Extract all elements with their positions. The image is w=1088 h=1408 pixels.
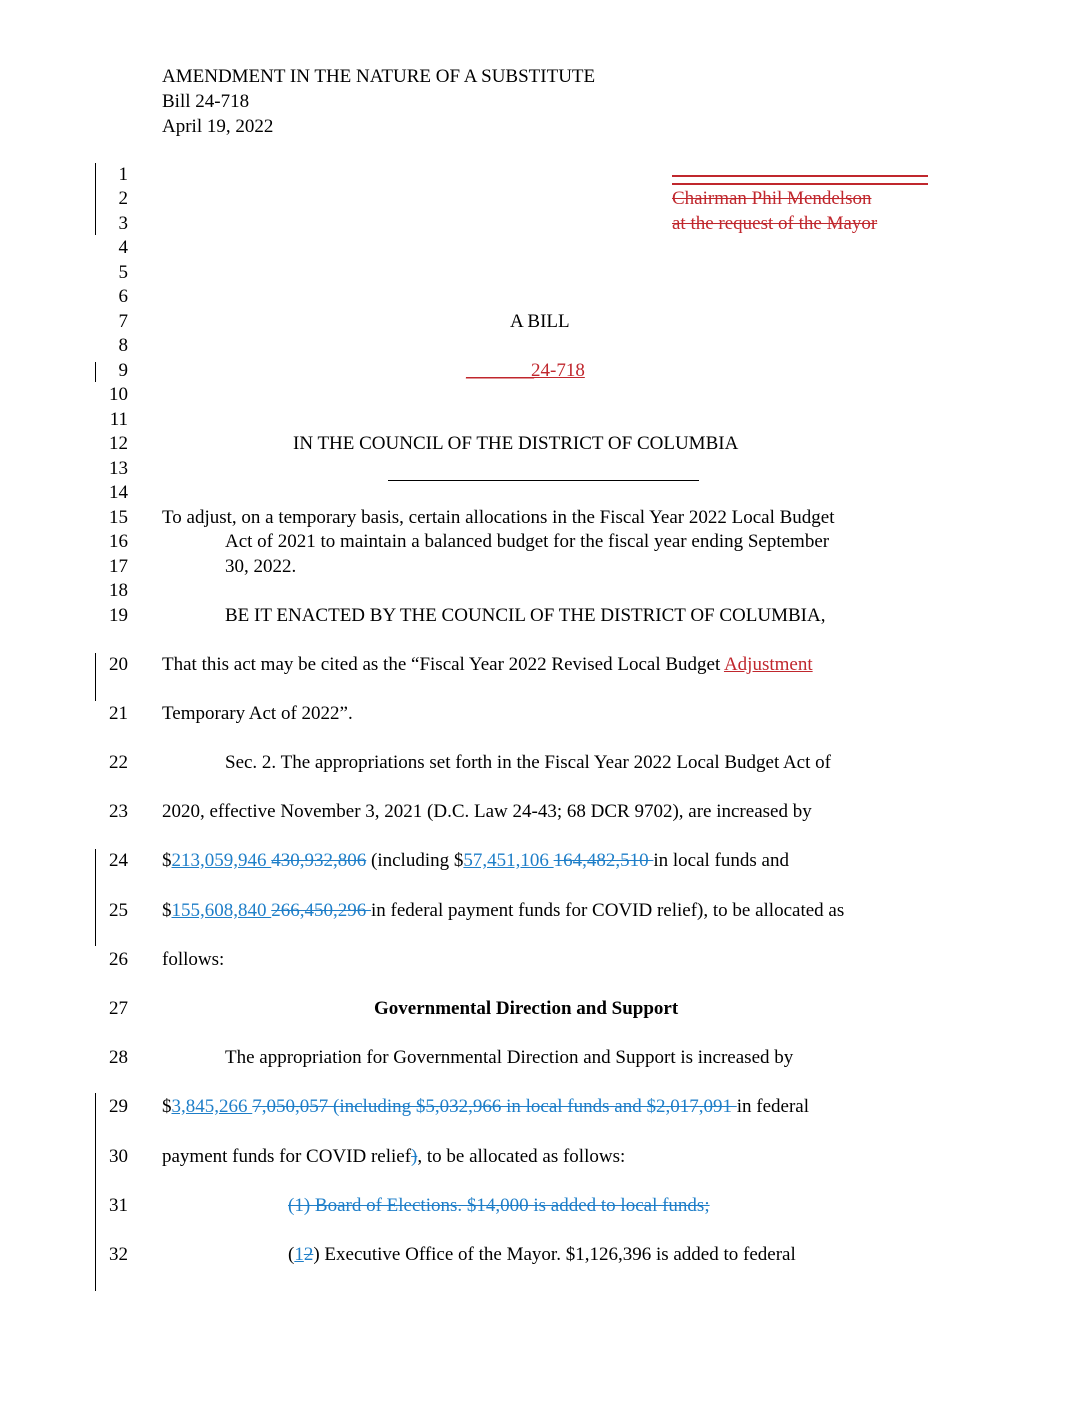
title-line-1: To adjust, on a temporary basis, certain allocations in the Fiscal Year 2022 Local Budget (162, 507, 835, 528)
line-number: 31 (109, 1195, 128, 1216)
body-text: payment funds for COVID relief (162, 1146, 412, 1167)
change-bar (95, 163, 96, 235)
short-title-text: That this act may be cited as the “Fiscal Year 2022 Revised Local Budget (162, 654, 724, 675)
enacting-clause: BE IT ENACTED BY THE COUNCIL OF THE DISTRICT OF COLUMBIA, (225, 605, 826, 626)
body-line-22: Sec. 2. The appropriations set forth in the Fiscal Year 2022 Local Budget Act of (225, 752, 831, 773)
body-text: in local funds and (653, 850, 789, 871)
inserted-text: Adjustment (723, 654, 813, 675)
line-number: 15 (109, 507, 128, 528)
line-number: 17 (109, 556, 128, 577)
line-number: 19 (109, 605, 128, 626)
deleted-text: ) (411, 1146, 418, 1167)
dollar-sign: $ (162, 1096, 172, 1117)
bill-label: A BILL (510, 311, 570, 332)
section-heading: Governmental Direction and Support (374, 998, 679, 1019)
deleted-amount: 164,482,510 (553, 850, 654, 871)
bill-reference: Bill 24-718 (162, 91, 250, 112)
body-line-25 (162, 900, 844, 922)
deleted-text: 7,050,057 (including $5,032,966 in local funds and $2,017,091 (252, 1096, 737, 1117)
change-bar (95, 1093, 96, 1291)
deleted-amount: 430,932,806 (271, 850, 367, 871)
council-heading: IN THE COUNCIL OF THE DISTRICT OF COLUMBIA (293, 433, 739, 454)
line-number: 20 (109, 654, 128, 675)
amendment-heading: AMENDMENT IN THE NATURE OF A SUBSTITUTE (162, 66, 596, 87)
body-text: in federal (736, 1096, 809, 1117)
title-line-2: Act of 2021 to maintain a balanced budget for the fiscal year ending September (225, 531, 830, 552)
inserted-amount: 57,451,106 (463, 850, 554, 871)
dollar-sign: $ (162, 850, 172, 871)
line-number: 21 (109, 703, 128, 724)
line-number: 22 (109, 752, 128, 773)
line-number: 24 (109, 850, 128, 871)
bill-number-value: 24-718 (531, 360, 585, 381)
deleted-paragraph: (1) Board of Elections. $14,000 is added to local funds; (288, 1195, 710, 1216)
body-line-23: 2020, effective November 3, 2021 (D.C. Law 24-43; 68 DCR 9702), are increased by (162, 801, 812, 822)
body-line-30 (162, 1146, 625, 1168)
line-number: 28 (109, 1047, 128, 1068)
line-number: 18 (109, 580, 128, 601)
bill-number-blank: __________ (466, 360, 531, 381)
bill-number (466, 360, 585, 382)
body-line-29 (162, 1096, 809, 1118)
sponsor-name-deleted: Chairman Phil Mendelson (672, 188, 872, 209)
line-number: 3 (118, 213, 128, 234)
body-line-20 (162, 654, 813, 676)
inserted-amount: 213,059,946 (171, 850, 272, 871)
line-number: 27 (109, 998, 128, 1019)
line-number: 9 (118, 360, 128, 381)
line-number: 6 (118, 286, 128, 307)
inserted-amount: 155,608,840 (171, 900, 272, 921)
line-number: 16 (109, 531, 128, 552)
body-line-24 (162, 850, 789, 872)
line-number: 2 (118, 188, 128, 209)
line-number: 1 (118, 164, 128, 185)
body-line-26: follows: (162, 949, 225, 970)
line-number: 8 (118, 335, 128, 356)
dollar-sign: $ (162, 900, 172, 921)
line-number: 12 (109, 433, 128, 454)
body-line-28: The appropriation for Governmental Direction and Support is increased by (225, 1047, 794, 1068)
change-bar (95, 653, 96, 701)
sponsor-request-deleted: at the request of the Mayor (672, 213, 878, 234)
inserted-number: 1 (294, 1244, 304, 1265)
change-bar (95, 849, 96, 946)
title-line-3: 30, 2022. (225, 556, 297, 577)
line-number: 23 (109, 801, 128, 822)
line-number: 14 (109, 482, 128, 503)
line-number: 29 (109, 1096, 128, 1117)
sponsor-signature-line (672, 175, 928, 177)
body-text: , to be allocated as follows: (417, 1146, 626, 1167)
body-line-32 (288, 1244, 796, 1266)
line-number: 30 (109, 1146, 128, 1167)
line-number: 25 (109, 900, 128, 921)
line-number: 4 (118, 237, 128, 258)
line-number: 13 (109, 458, 128, 479)
heading-rule (388, 480, 699, 481)
line-number: 5 (118, 262, 128, 283)
line-number: 32 (109, 1244, 128, 1265)
sponsor-signature-line (672, 183, 928, 185)
deleted-amount: 266,450,296 (271, 900, 371, 921)
amendment-date: April 19, 2022 (162, 116, 274, 137)
change-bar (95, 362, 96, 382)
line-number: 10 (109, 384, 128, 405)
body-text: ) Executive Office of the Mayor. $1,126,396 is added to federal (313, 1244, 796, 1265)
body-text: (including $ (366, 850, 464, 871)
body-line-21: Temporary Act of 2022”. (162, 703, 353, 724)
body-text: in federal payment funds for COVID relief), to be allocated as (371, 900, 845, 921)
line-number: 26 (109, 949, 128, 970)
line-number: 7 (118, 311, 128, 332)
body-text: ( (288, 1244, 295, 1265)
line-number: 11 (109, 409, 128, 430)
inserted-amount: 3,845,266 (171, 1096, 253, 1117)
deleted-number: 2 (303, 1244, 314, 1265)
